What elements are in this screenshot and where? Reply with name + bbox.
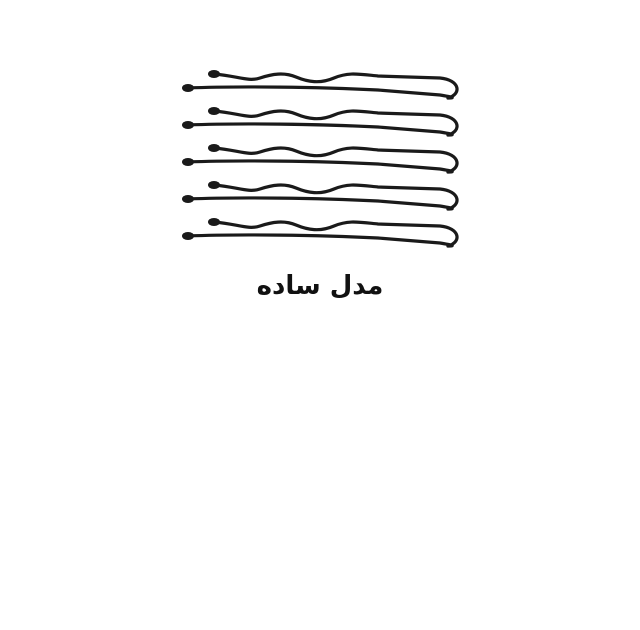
bobby-pin-icon — [182, 181, 457, 209]
bobby-pin-icon — [182, 218, 457, 246]
product-caption: مدل ساده — [256, 271, 384, 301]
bobby-pin-icon — [182, 70, 457, 98]
bobby-pin-icon — [182, 144, 457, 172]
bobby-pins-image — [178, 64, 468, 260]
bobby-pin-icon — [182, 107, 457, 135]
